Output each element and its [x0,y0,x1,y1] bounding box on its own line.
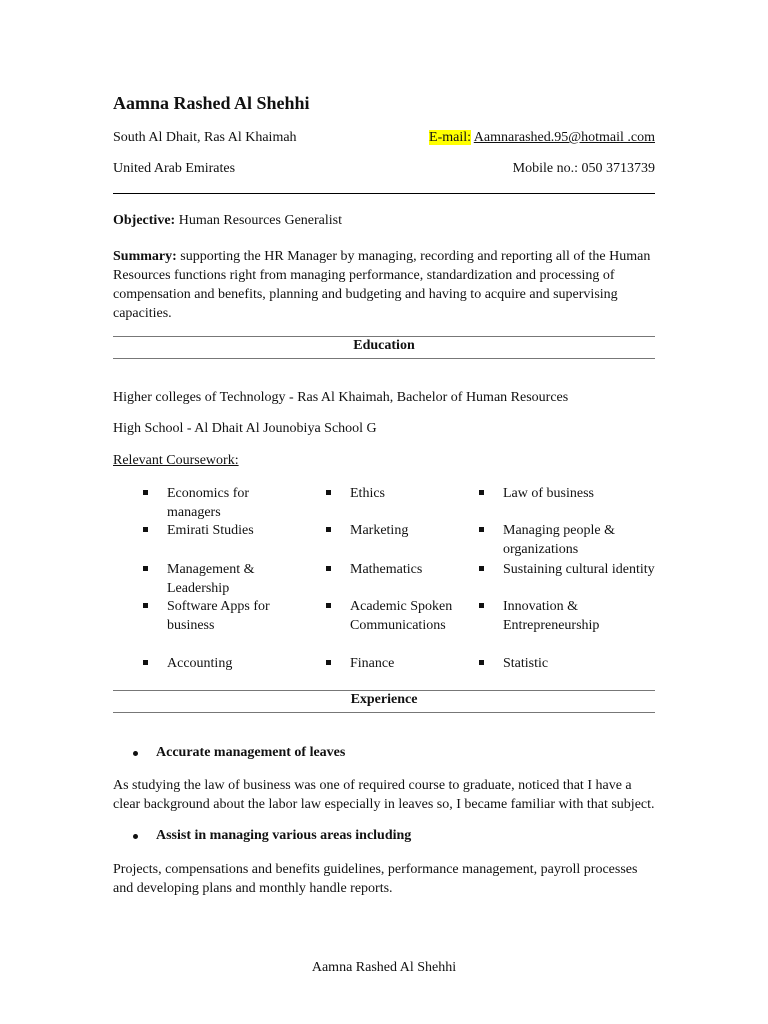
header-divider [113,193,655,194]
square-bullet-icon [143,566,148,571]
address-line-2: United Arab Emirates [113,161,236,176]
education-title: Education [353,338,415,353]
summary-label: Summary: [113,249,177,264]
coursework-item: Emirati Studies [143,521,283,540]
coursework-label: Relevant Coursework: [113,453,239,468]
coursework-item: Accounting [143,654,283,673]
coursework-item: Finance [326,654,466,673]
mobile-number: Mobile no.: 050 3713739 [512,161,655,176]
square-bullet-icon [143,527,148,532]
coursework-item: Academic Spoken Communications [326,597,466,635]
summary-text: supporting the HR Manager by managing, recording and reporting all of the Human Resources functions right from managing performance, standardization and processing of compensation and benefits, planning and budgeting and having to acquire and supervising capacities. [113,249,651,321]
square-bullet-icon [143,490,148,495]
square-bullet-icon [326,527,331,532]
education-rule-top [113,336,655,337]
square-bullet-icon [326,490,331,495]
square-bullet-icon [326,603,331,608]
square-bullet-icon [326,566,331,571]
experience-heading: Assist in managing various areas including [133,828,411,844]
email-link[interactable]: Aamnarashed.95@hotmail .com [473,130,655,145]
coursework-item: Law of business [479,484,655,503]
square-bullet-icon [479,603,484,608]
address-line-1: South Al Dhait, Ras Al Khaimah [113,130,297,145]
square-bullet-icon [479,566,484,571]
objective-label: Objective: [113,213,176,228]
experience-heading: Accurate management of leaves [133,745,345,761]
candidate-name: Aamna Rashed Al Shehhi [113,93,310,113]
experience-rule-top [113,690,655,691]
coursework-item: Managing people & organizations [479,521,619,559]
square-bullet-icon [143,603,148,608]
square-bullet-icon [479,490,484,495]
email-line [429,130,655,146]
round-bullet-icon [133,751,138,756]
square-bullet-icon [143,660,148,665]
round-bullet-icon [133,834,138,839]
square-bullet-icon [479,527,484,532]
experience-title: Experience [350,692,418,707]
experience-description: Projects, compensations and benefits guidelines, performance management, payroll processes and developing plans and monthly handle reports. [113,862,638,896]
coursework-item: Ethics [326,484,466,503]
square-bullet-icon [326,660,331,665]
coursework-item: Sustaining cultural identity [479,560,655,579]
coursework-item: Economics for managers [143,484,283,522]
experience-description: As studying the law of business was one of required course to graduate, noticed that I have a clear background about the labor law especially in leaves so, I became familiar with that subject. [113,778,655,812]
summary [113,247,655,323]
coursework-item: Mathematics [326,560,466,579]
footer-name: Aamna Rashed Al Shehhi [311,960,457,975]
coursework-item: Management & Leadership [143,560,283,598]
coursework-item: Marketing [326,521,466,540]
education-rule-bottom [113,358,655,359]
education-entry: High School - Al Dhait Al Jounobiya School G [113,421,377,436]
objective-text: Human Resources Generalist [178,213,342,228]
coursework-item: Innovation & Entrepreneurship [479,597,619,635]
coursework-item: Statistic [479,654,619,673]
experience-rule-bottom [113,712,655,713]
square-bullet-icon [479,660,484,665]
objective [113,213,342,229]
coursework-item: Software Apps for business [143,597,283,635]
education-entry: Higher colleges of Technology - Ras Al Khaimah, Bachelor of Human Resources [113,390,569,405]
email-label: E-mail: [429,130,472,145]
